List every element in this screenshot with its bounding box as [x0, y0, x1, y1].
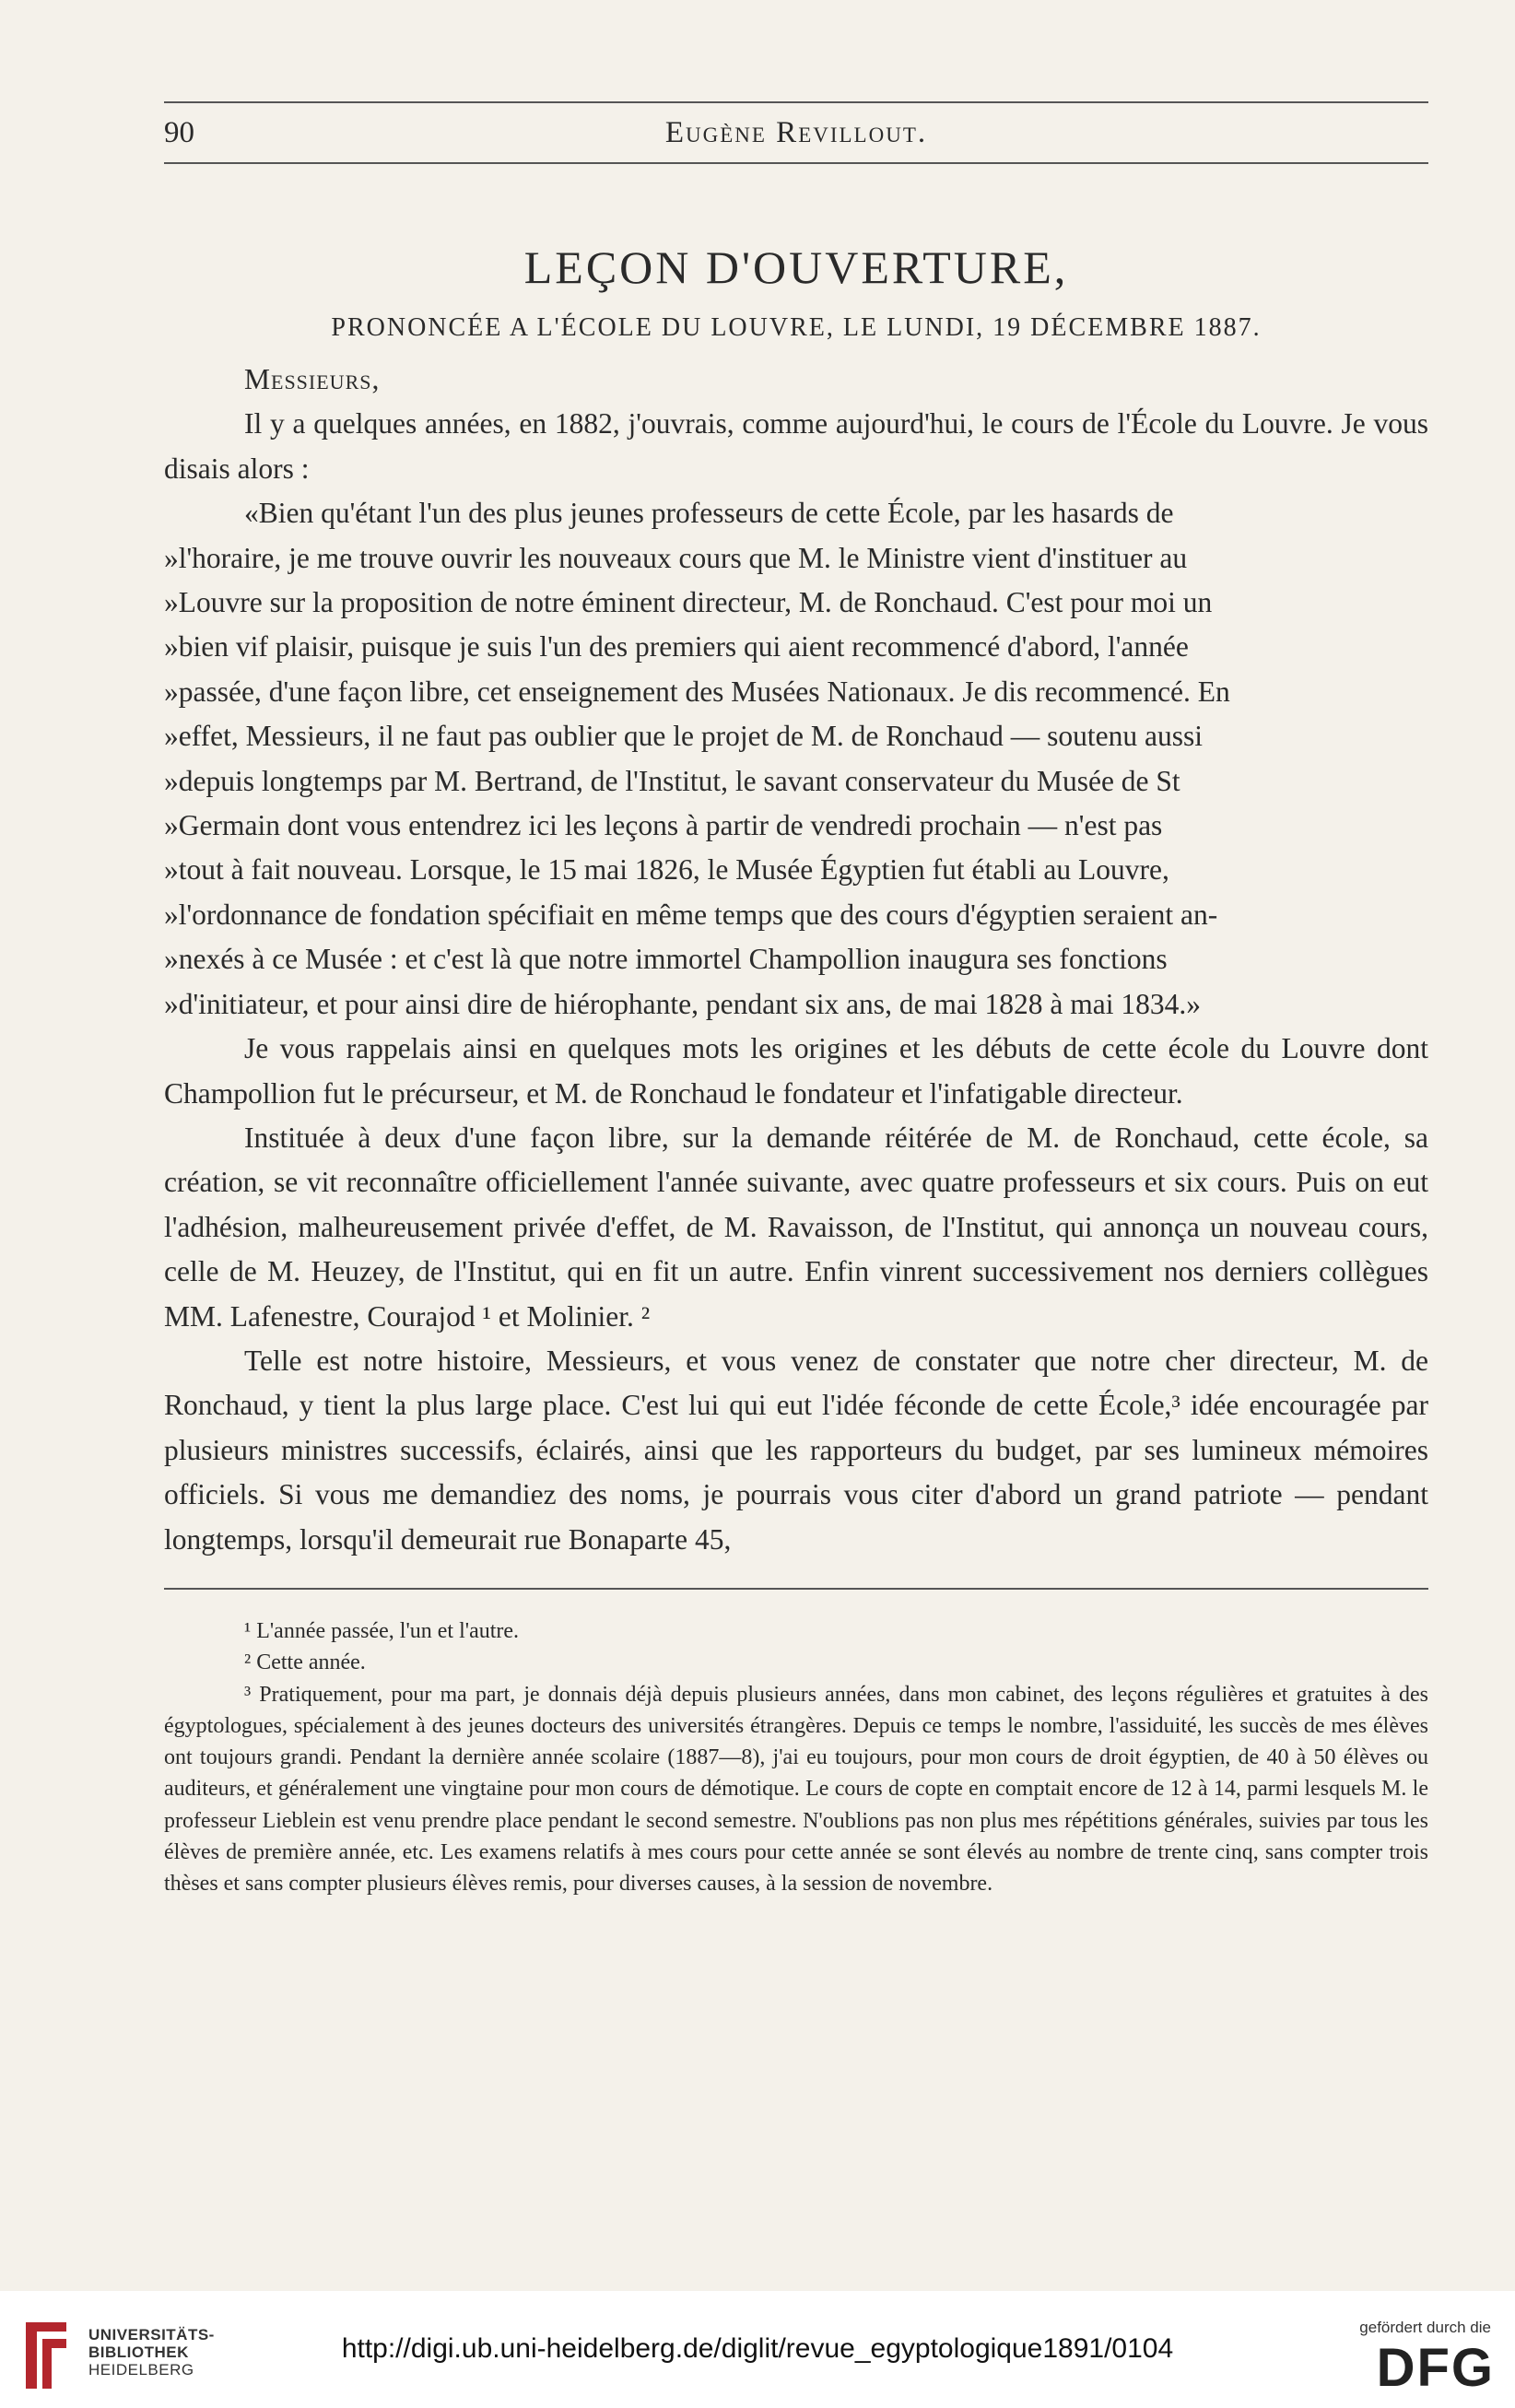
running-title: Eugène Revillout. [664, 116, 928, 149]
footnote-2: ² Cette année. [244, 1650, 366, 1675]
footnote-1: ¹ L'année passée, l'un et l'autre. [244, 1618, 520, 1643]
running-head [164, 103, 1428, 162]
paragraph-2: Je vous rappelais ainsi en quelques mots les origines et les débuts de cette école du Louvre dont Champollion fut le précurseur, et M. de Ronchaud le fondateur et l'infatigable directeur. [164, 1032, 1428, 1110]
paragraph-1: Il y a quelques années, en 1882, j'ouvrais, comme aujourd'hui, le cours de l'École du Louvre. Je vous disais alors : [164, 407, 1428, 485]
quote-line: »effet, Messieurs, il ne faut pas oublier que le projet de M. de Ronchaud — soutenu aussi [164, 720, 1204, 753]
footnotes [164, 1615, 1428, 1900]
dfg-logo: DFG [1376, 2338, 1495, 2398]
paragraph-3: Instituée à deux d'une façon libre, sur la demande réitérée de M. de Ronchaud, cette école, sa création, se vit reconnaître officiellement l'année suivante, avec quatre professeurs et six cours. Puis on eut l'adhésion, malheureusement privée d'effet, de M. Ravaisson, de l'Institut, qui annonça un nouveau cours, celle de M. Heuzey, de l'Institut, qui en fit un autre. Enfin vinrent successivement nos derniers collègues MM. Lafenestre, Courajod ¹ et Molinier. ² [164, 1121, 1428, 1333]
quote-line: »l'horaire, je me trouve ouvrir les nouveaux cours que M. le Ministre vient d'instituer au [164, 541, 1188, 574]
quote-line: »nexés à ce Musée : et c'est là que notre immortel Champollion inaugura ses fonctions [164, 943, 1168, 976]
page-number: 90 [164, 116, 194, 149]
quote-line: »d'initiateur, et pour ainsi dire de hiérophante, pendant six ans, de mai 1828 à mai 1834.» [164, 987, 1202, 1020]
article-subtitle: PRONONCÉE A L'ÉCOLE DU LOUVRE, LE LUNDI, 19 DÉCEMBRE 1887. [331, 313, 1262, 342]
digitization-footer [0, 2291, 1515, 2408]
article-title: LEÇON D'OUVERTURE, [523, 241, 1069, 293]
quoted-passage [164, 491, 1428, 1027]
quote-line: »tout à fait nouveau. Lorsque, le 15 mai 1826, le Musée Égyptien fut établi au Louvre, [164, 853, 1169, 887]
quote-line: »l'ordonnance de fondation spécifiait en même temps que des cours d'égyptien seraient an- [164, 898, 1218, 931]
library-city: HEIDELBERG [88, 2361, 194, 2379]
quote-line: »depuis longtemps par M. Bertrand, de l'Institut, le savant conservateur du Musée de St [164, 764, 1180, 797]
article-body [164, 358, 1428, 1562]
quote-line: »passée, d'une façon libre, cet enseignement des Musées Nationaux. Je dis recommencé. En [164, 675, 1230, 708]
funded-by-label: gefördert durch die [1359, 2319, 1491, 2336]
library-name-line: BIBLIOTHEK [88, 2343, 189, 2361]
quote-line: »bien vif plaisir, puisque je suis l'un des premiers qui aient recommencé d'abord, l'année [164, 630, 1189, 664]
quote-line: «Bien qu'étant l'un des plus jeunes professeurs de cette École, par les hasards de [244, 497, 1174, 530]
permalink-url[interactable]: http://digi.ub.uni-heidelberg.de/diglit/revue_egyptologique1891/0104 [341, 2333, 1174, 2364]
quote-line: »Louvre sur la proposition de notre éminent directeur, M. de Ronchaud. C'est pour moi un [164, 586, 1213, 619]
header-rule-bottom [164, 162, 1428, 164]
library-name-line: UNIVERSITÄTS- [88, 2326, 215, 2343]
salutation: Messieurs, [244, 363, 381, 395]
footnote-3: ³ Pratiquement, pour ma part, je donnais déjà depuis plusieurs années, dans mon cabinet, des leçons régulières et gratuites à des égyptologues, spécialement à des jeunes docteurs des universités étrangères. Depuis ce temps le nombre, l'assiduité, les succès de mes élèves ont toujours grandi. Pendant la dernière année scolaire (1887—8), j'ai eu toujours, pour mon cours de droit égyptien, de 40 à 50 élèves ou auditeurs, et généralement une vingtaine pour mon cours de démotique. Le cours de copte en comptait encore de 12 à 14, parmi lesquels M. le professeur Lieblein est venu prendre place pendant le second semestre. N'oublions pas non plus mes répétitions générales, suivies par tous les élèves de première année, etc. Les examens relatifs à mes cours pour cette année se sont élevés au nombre de trente cinq, sans compter trois thèses et sans compter plusieurs élèves remis, pour diverses causes, à la session de novembre. [164, 1682, 1428, 1897]
footnote-rule [164, 1588, 1428, 1590]
paragraph-4: Telle est notre histoire, Messieurs, et vous venez de constater que notre cher directeur, M. de Ronchaud, y tient la plus large place. C'est lui qui eut l'idée féconde de cette École,³ idée encouragée par plusieurs ministres successifs, éclairés, ainsi que les rapporteurs du budget, par ses lumineux mémoires officiels. Si vous me demandiez des noms, je pourrais vous citer d'abord un grand patriote — pendant longtemps, lorsqu'il demeurait rue Bonaparte 45, [164, 1344, 1428, 1556]
quote-line: »Germain dont vous entendrez ici les leçons à partir de vendredi prochain — n'est pas [164, 809, 1163, 842]
document-page [164, 101, 1428, 1900]
